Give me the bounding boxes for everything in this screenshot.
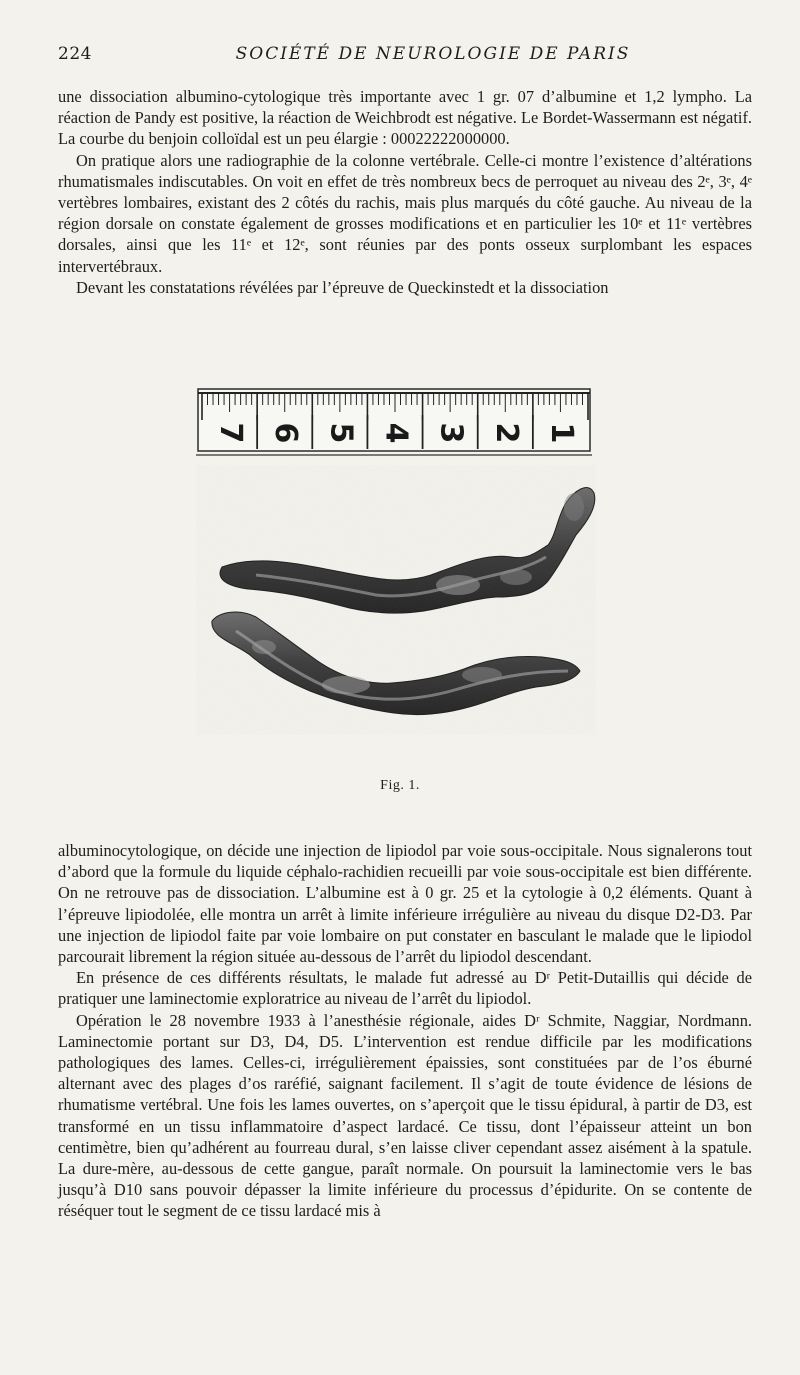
ruler-digit: 7 [213,422,249,444]
paragraph: Devant les constatations révélées par l’épreuve de Queckinstedt et la dissociation [76,277,609,297]
paragraph: albuminocytologique, on décide une injection de lipiodol par voie sous-occipitale. Nous signalerons tout d’abord que la formule du liquide céphalo-rachidien recueilli par voie sous-occipitale est bien différente. On ne retrouve pas de dissociation. L’albumine est à 0 gr. 25 et la cytologie à 0,2 éléments. Quant à l’épreuve lipiodolée, elle montra un arrêt à limite inférieure irrégulière au niveau du disque D2-D3. Par une injection de lipiodol faite par voie lombaire on put constater en basculant le malade que le lipiodol parcourait librement la région située au-dessous de l’arrêt du lipiodol descendant. [58,841,752,967]
paragraph: Opération le 28 novembre 1933 à l’anesthésie régionale, aides Dʳ Schmite, Naggiar, Nordmann. Laminectomie portant sur D3, D4, D5. L’intervention est rendue difficile par les modifications pathologiques des lames. Celles-ci, irrégulièrement épaissies, sont constituées par de l’os éburné alternant avec des plages d’os raréfié, saignant facilement. Il s’agit de toute évidence de lésions de rhumatisme vertébral. Une fois les lames ouvertes, on s’aperçoit que le tissu épidural, à partir de D3, est transformé en un tissu inflammatoire d’aspect lardacé. Ce tissu, dont l’épaisseur atteint un bon centimètre, bien qu’adhérent au fourreau dural, s’en laisse cliver cependant assez aisément à la spatule. La dure-mère, au-dessous de cette gangue, paraît normale. On poursuit la laminectomie vers le bas jusqu’à D10 sans pouvoir dépasser la limite inférieure du processus d’épidurite. On se contente de réséquer tout le segment de ce tissu lardacé mis à [58,1010,752,1221]
running-head [58,44,758,66]
journal-title: SOCIÉTÉ DE NEUROLOGIE DE PARIS [235,44,631,64]
ruler-digit: 2 [488,422,524,444]
measuring-ruler [196,389,592,455]
ruler-digit: 6 [268,422,304,444]
body-text-bottom [58,840,752,1222]
paragraph: En présence de ces différents résultats, le malade fut adressé au Dʳ Petit-Dutaillis qui décide de pratiquer une laminectomie exploratrice au niveau de l’arrêt du lipiodol. [58,968,752,1009]
paragraph: On pratique alors une radiographie de la colonne vertébrale. Celle-ci montre l’existence d’altérations rhumatismales indiscutables. On voit en effet de très nombreux becs de perroquet au niveau des 2ᵉ, 3ᵉ, 4ᵉ vertèbres lombaires, existant des 2 côtés du rachis, mais plus marqués du côté gauche. Au niveau de la région dorsale on constate également de grosses modifications et en particulier les 10ᵉ et 11ᵉ vertèbres dorsales, ainsi que les 11ᵉ et 12ᵉ, sont réunies par des ponts osseux surplombant les espaces intervertébraux. [58,150,752,276]
specimen-photograph [196,385,596,735]
page-number: 224 [58,44,92,64]
ruler-digit: 1 [543,422,579,444]
ruler-digit: 5 [323,422,359,444]
specimen-figure-svg [196,385,596,735]
specimen-tissue [196,465,596,735]
ruler-digit: 3 [433,422,469,444]
ruler-digit: 4 [378,422,414,444]
figure-caption: Fig. 1. [380,778,420,793]
paragraph: une dissociation albumino-cytologique très importante avec 1 gr. 07 d’albumine et 1,2 lympho. La réaction de Pandy est positive, la réaction de Weichbrodt est négative. Le Bordet-Wassermann est négatif. La courbe du benjoin colloïdal est un peu élargie : 00022222000000. [58,87,752,149]
body-text-top [58,86,752,298]
